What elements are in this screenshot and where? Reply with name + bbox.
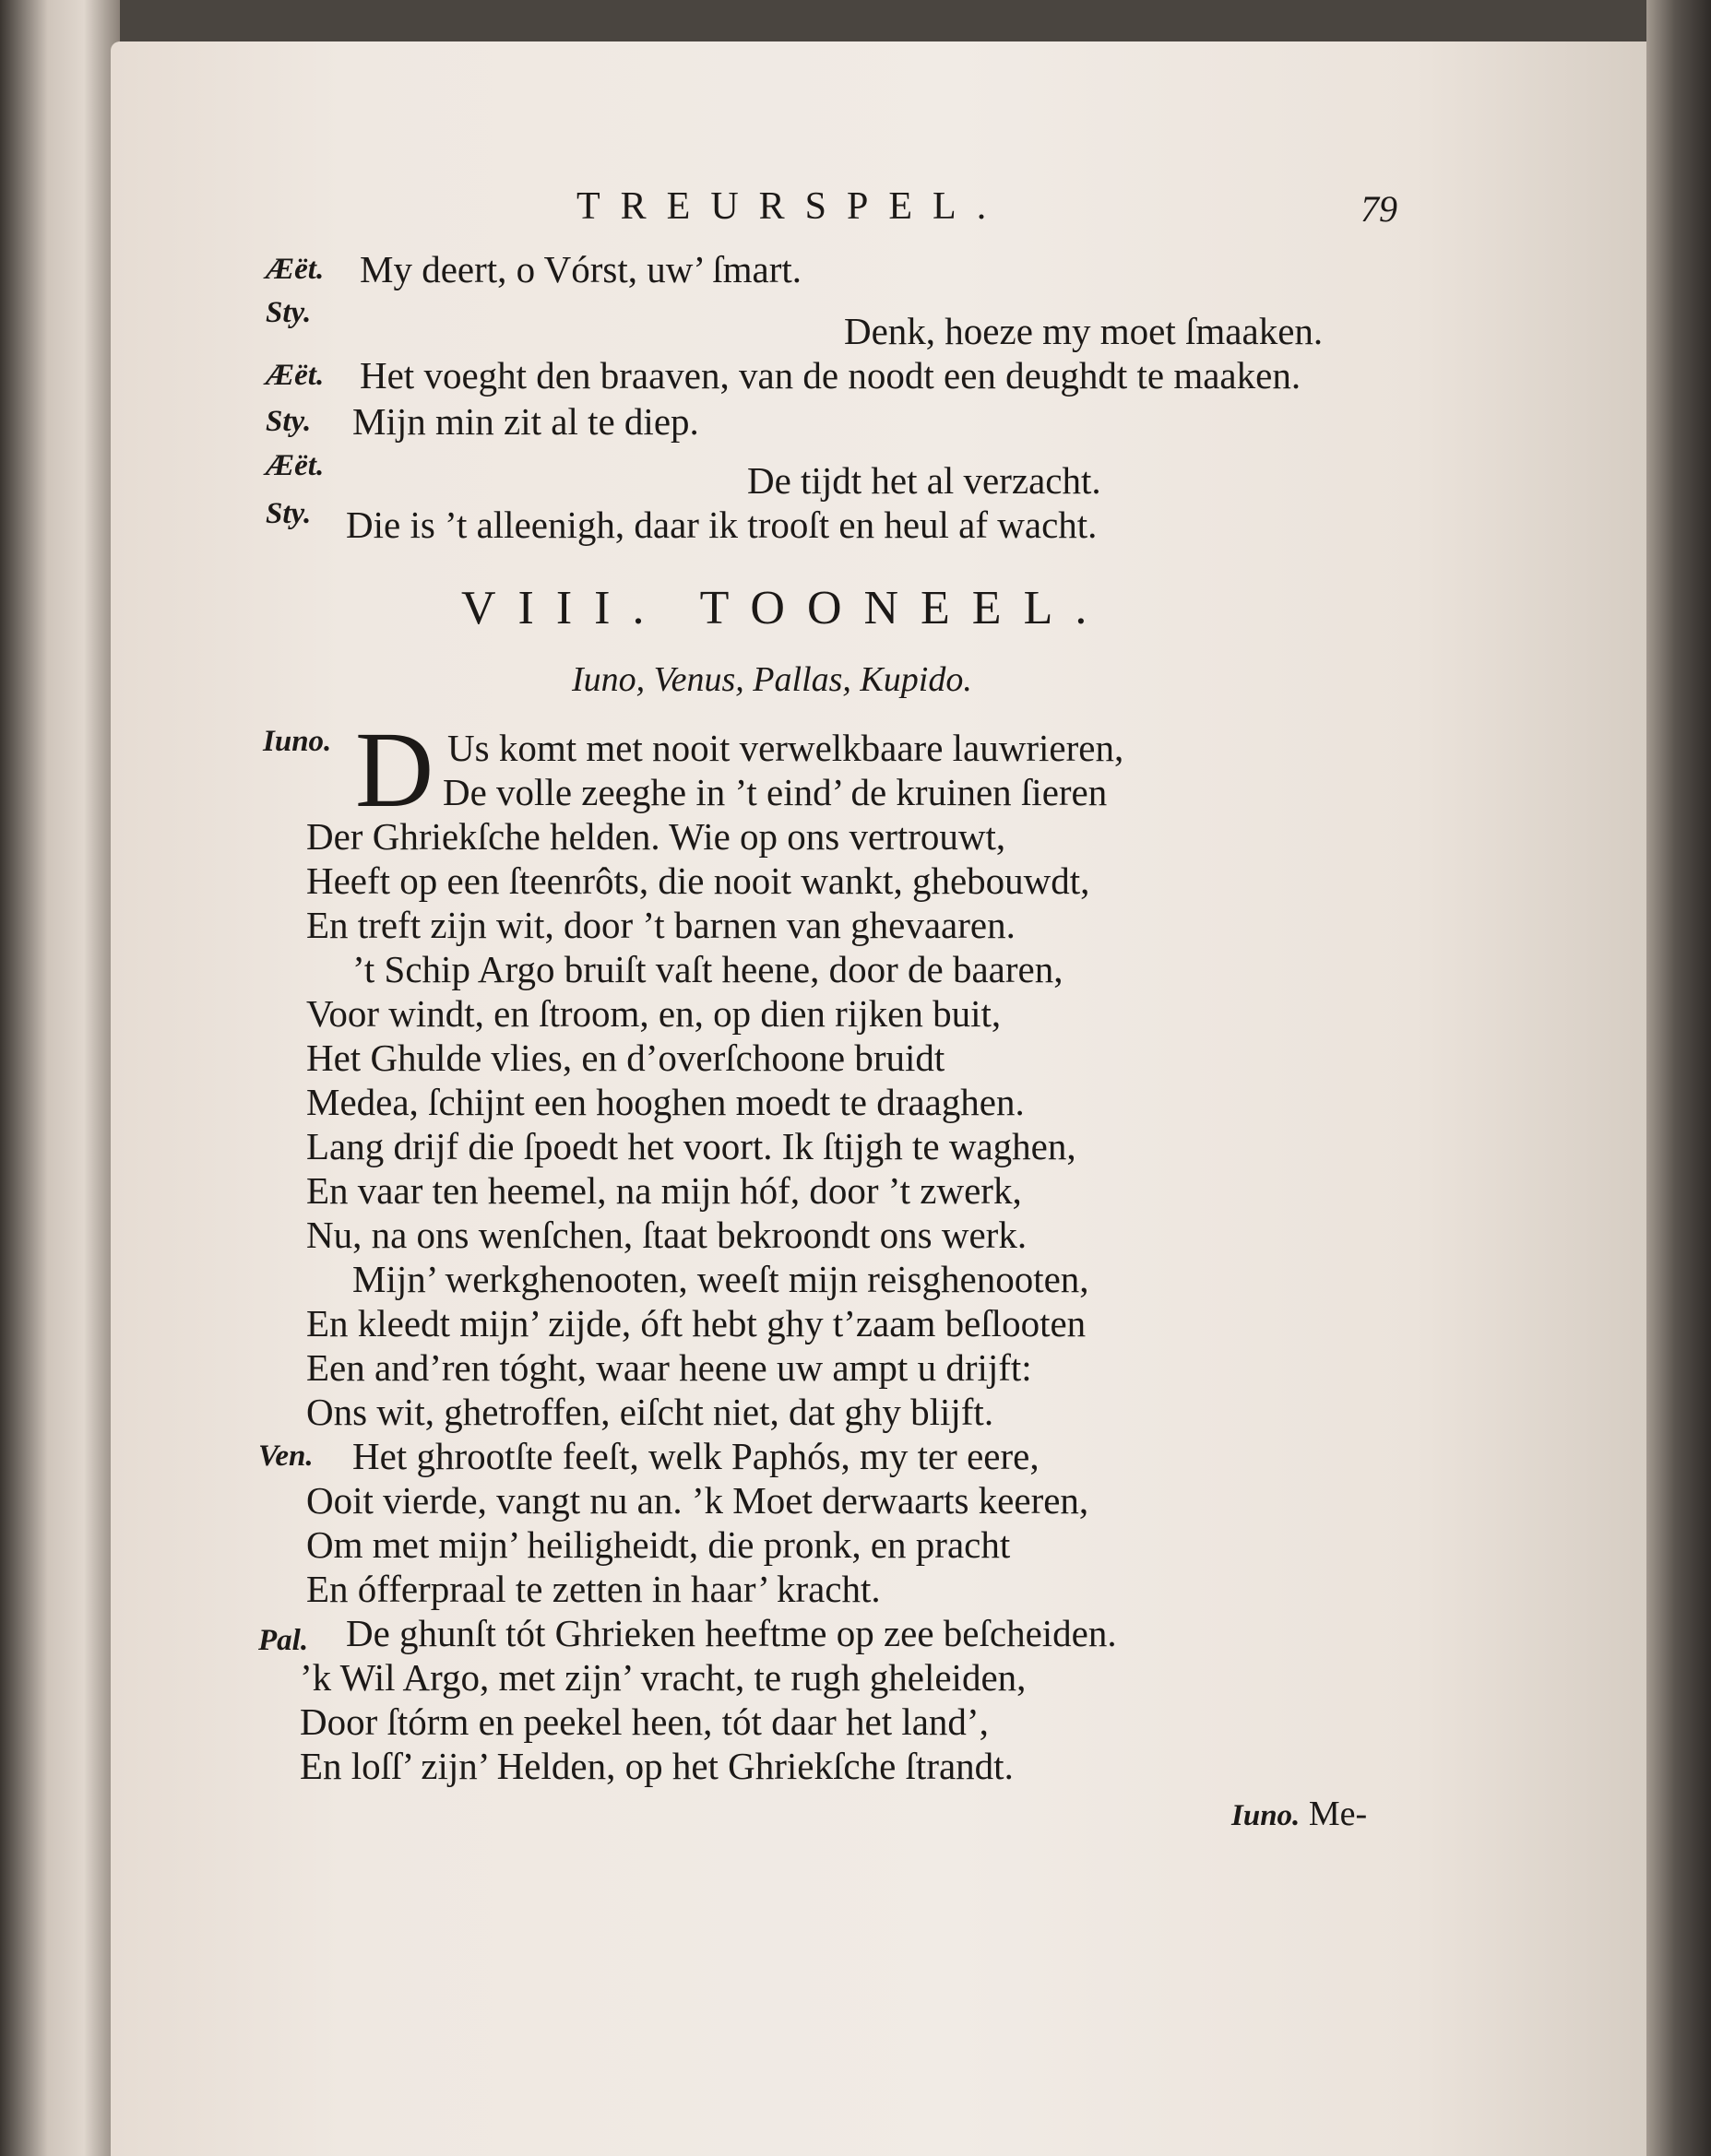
verse-line: Ooit vierde, vangt nu an. ’k Moet derwaarts keeren, — [306, 1479, 1089, 1522]
verse-line: Voor windt, en ſtroom, en, op dien rijken buit, — [306, 992, 1002, 1035]
verse-line: De volle zeeghe in ’t eind’ de kruinen ſieren — [443, 771, 1108, 813]
verse-line: En vaar ten heemel, na mijn hóf, door ’t zwerk, — [306, 1169, 1022, 1212]
book-gutter — [0, 0, 120, 2156]
book-fore-edge — [1646, 0, 1711, 2156]
verse-line: Die is ’t alleenigh, daar ik trooſt en heul af wacht. — [346, 503, 1098, 546]
verse-line: Ons wit, ghetroffen, eiſcht niet, dat ghy blijft. — [306, 1391, 994, 1433]
verse-line: En kleedt mijn’ zijde, óft hebt ghy t’zaam beſlooten — [306, 1302, 1087, 1345]
speaker-label: Ven. — [258, 1439, 314, 1473]
verse-line: ’k Wil Argo, met zijn’ vracht, te rugh gheleiden, — [300, 1656, 1027, 1699]
page-number: 79 — [1360, 188, 1397, 230]
catchword-speaker: Iuno. — [1231, 1799, 1301, 1832]
verse-line: Nu, na ons wenſchen, ſtaat bekroondt ons werk. — [306, 1214, 1028, 1256]
verse-line: Het voeght den braaven, van de noodt een deughdt te maaken. — [360, 354, 1301, 397]
speaker-label: Sty. — [266, 405, 312, 438]
verse-line: Denk, hoeze my moet ſmaaken. — [844, 310, 1324, 352]
drop-capital: D — [355, 709, 434, 830]
book-page — [111, 41, 1646, 2156]
verse-line: Mijn min zit al te diep. — [352, 400, 699, 443]
speaker-label: Pal. — [258, 1624, 309, 1657]
verse-line: Us komt met nooit verwelkbaare lauwrieren, — [447, 727, 1124, 769]
running-title: TREURSPEL. — [576, 185, 1007, 228]
verse-line: Lang drijf die ſpoedt het voort. Ik ſtijgh te waghen, — [306, 1125, 1076, 1167]
verse-line: ’t Schip Argo bruiſt vaſt heene, door de baaren, — [352, 948, 1063, 990]
verse-line: En ófferpraal te zetten in haar’ kracht. — [306, 1568, 881, 1610]
verse-line: Om met mijn’ heiligheidt, die pronk, en pracht — [306, 1523, 1011, 1566]
speaker-label: Æët. — [266, 253, 325, 286]
speaker-label: Æët. — [266, 359, 325, 392]
speaker-label: Sty. — [266, 497, 312, 530]
verse-line: Der Ghriekſche helden. Wie op ons vertrouwt, — [306, 815, 1006, 858]
verse-line: My deert, o Vórst, uw’ ſmart. — [360, 248, 802, 290]
verse-line: Het Ghulde vlies, en d’overſchoone bruidt — [306, 1037, 945, 1079]
catchword — [1231, 1794, 1367, 1834]
speaker-label: Iuno. — [263, 725, 332, 758]
verse-line: De ghunſt tót Ghrieken heeftme op zee beſcheiden. — [346, 1612, 1117, 1654]
scene-personae: Iuno, Venus, Pallas, Kupido. — [572, 660, 972, 699]
speaker-label: Æët. — [266, 449, 325, 482]
verse-line: Heeft op een ſteenrôts, die nooit wankt, ghebouwdt, — [306, 859, 1090, 902]
verse-line: Een and’ren tóght, waar heene uw ampt u drijft: — [306, 1346, 1032, 1389]
verse-line: Medea, ſchijnt een hooghen moedt te draaghen. — [306, 1081, 1025, 1123]
speaker-label: Sty. — [266, 296, 312, 329]
verse-line: Mijn’ werkghenooten, weeſt mijn reisghenooten, — [352, 1258, 1089, 1300]
scene-title: VIII. TOONEEL. — [461, 582, 1110, 634]
verse-line: Door ſtórm en peekel heen, tót daar het land’, — [300, 1700, 989, 1743]
verse-line: Het ghrootſte feeſt, welk Paphós, my ter eere, — [352, 1435, 1040, 1477]
verse-line: En loſſ’ zijn’ Helden, op het Ghriekſche ſtrandt. — [300, 1745, 1014, 1787]
verse-line: De tijdt het al verzacht. — [747, 459, 1101, 502]
catchword-text: Me- — [1308, 1795, 1368, 1833]
verse-line: En treft zijn wit, door ’t barnen van ghevaaren. — [306, 904, 1016, 946]
